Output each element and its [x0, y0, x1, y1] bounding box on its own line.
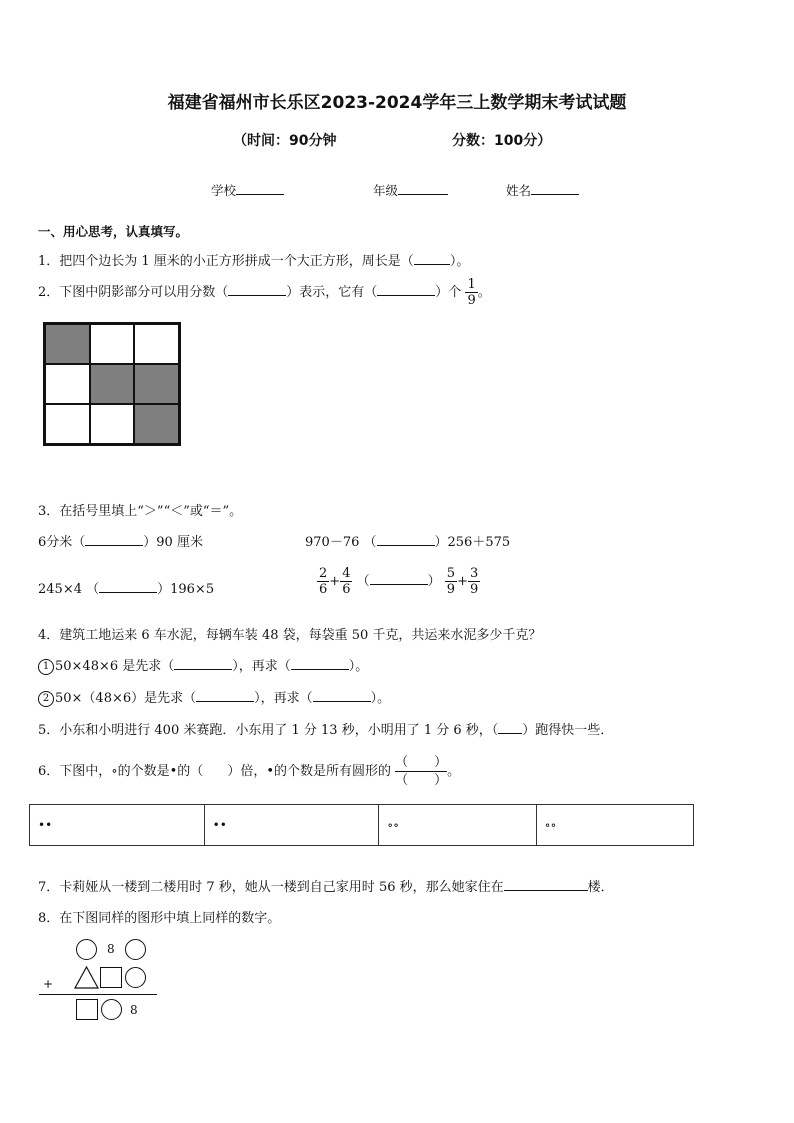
answer-blank[interactable] — [370, 572, 428, 585]
question-4: 4．建筑工地运来 6 车水泥，每辆车装 48 袋，每袋重 50 千克，共运来水泥多少千克？ — [38, 628, 542, 643]
grid-cell-empty — [45, 404, 90, 444]
puzzle-digit-bottom: 8 — [130, 1003, 138, 1017]
grid-cell-empty — [90, 324, 135, 364]
answer-blank[interactable] — [228, 283, 286, 296]
answer-blank[interactable] — [414, 252, 450, 265]
square-shape-icon — [100, 967, 122, 988]
answer-blank[interactable] — [174, 657, 232, 670]
grid-cell-empty — [90, 404, 135, 444]
answer-blank[interactable] — [196, 689, 254, 702]
circle-shape-icon — [76, 939, 97, 960]
question-4-line-2: 2 50×（48×6）是先求（ ），再求（ ）。 — [38, 687, 390, 707]
dots-table — [29, 804, 694, 846]
compare-item-d: $\frac{2}{6}$ + $\frac{4}{6}$ （ ） $\frac{5}{9}$ + $\frac{3}{9}$ — [319, 566, 479, 597]
question-2: 2．下图中阴影部分可以用分数（ ）表示，它有（ ）个 $\frac{1}{9}$ 。 — [38, 277, 491, 308]
section-heading: 一、用心思考，认真填写。 — [38, 224, 189, 239]
grid-cell-empty — [45, 364, 90, 404]
dots-cell-2: •• — [204, 805, 379, 846]
question-6: 6．下图中，∘的个数是•的（ ）倍，•的个数是所有圆形的 $\frac{( )}{( )}$ 。 — [38, 755, 461, 788]
dots-cell-1: •• — [30, 805, 205, 846]
grid-cell-empty — [134, 324, 179, 364]
circled-number-1: 1 — [38, 659, 54, 675]
grid-cell-shaded — [134, 364, 179, 404]
shaded-grid-figure — [43, 322, 181, 446]
puzzle-digit-top: 8 — [107, 942, 115, 956]
answer-blank[interactable] — [85, 533, 143, 546]
circle-shape-icon — [101, 999, 122, 1020]
triangle-shape-icon — [74, 966, 99, 989]
page-title: 福建省福州市长乐区2023-2024学年三上数学期末考试试题 — [167, 93, 627, 113]
answer-blank[interactable] — [377, 283, 435, 296]
fraction-one-ninth: $\frac{1}{9}$ — [467, 277, 476, 308]
sum-line — [39, 994, 157, 995]
circle-shape-icon — [125, 939, 146, 960]
school-label: 学校 — [211, 183, 237, 198]
question-3-prompt: 3．在括号里填上“＞”“＜”或“＝”。 — [38, 504, 243, 519]
fraction-blank[interactable]: $\frac{( )}{( )}$ — [395, 755, 448, 788]
compare-item-a: 6分米（ ）90 厘米 — [38, 535, 203, 550]
compare-item-c: 245×4 （ ）196×5 — [38, 582, 215, 597]
grid-cell-shaded — [90, 364, 135, 404]
answer-blank[interactable] — [313, 689, 371, 702]
answer-blank[interactable] — [498, 721, 522, 734]
dots-cell-4: ∘∘ — [536, 805, 693, 846]
name-label: 姓名 — [506, 183, 532, 198]
plus-sign: + — [43, 977, 54, 991]
answer-blank[interactable] — [99, 580, 157, 593]
question-5: 5．小东和小明进行 400 米赛跑．小东用了 1 分 13 秒，小明用了 1 分 6 秒，（ ）跑得快一些． — [38, 723, 614, 738]
answer-blank[interactable] — [291, 657, 349, 670]
question-7: 7．卡莉娅从一楼到二楼用时 7 秒，她从一楼到自己家用时 56 秒，那么她家住在 楼． — [38, 880, 614, 895]
dots-cell-3: ∘∘ — [379, 805, 536, 846]
grade-field — [373, 181, 448, 199]
grid-cell-shaded — [45, 324, 90, 364]
question-4-line-1: 1 50×48×6 是先求（ ），再求（ ）。 — [38, 655, 368, 675]
question-8: 8．在下图同样的图形中填上同样的数字。 — [38, 911, 281, 926]
school-field — [211, 181, 284, 199]
circled-number-2: 2 — [38, 691, 54, 707]
grid-cell-shaded — [134, 404, 179, 444]
compare-item-b: 970－76 （ ）256＋575 — [305, 535, 511, 550]
name-field — [506, 181, 579, 199]
exam-time: （时间：90分钟 — [233, 133, 337, 149]
exam-score: 分数：100分） — [452, 133, 552, 149]
grade-label: 年级 — [373, 183, 399, 198]
question-1: 1．把四个边长为 1 厘米的小正方形拼成一个大正方形，周长是（ ）。 — [38, 254, 470, 269]
answer-blank[interactable] — [377, 533, 435, 546]
square-shape-icon — [76, 999, 98, 1020]
answer-blank[interactable] — [504, 878, 588, 891]
circle-shape-icon — [125, 967, 146, 988]
